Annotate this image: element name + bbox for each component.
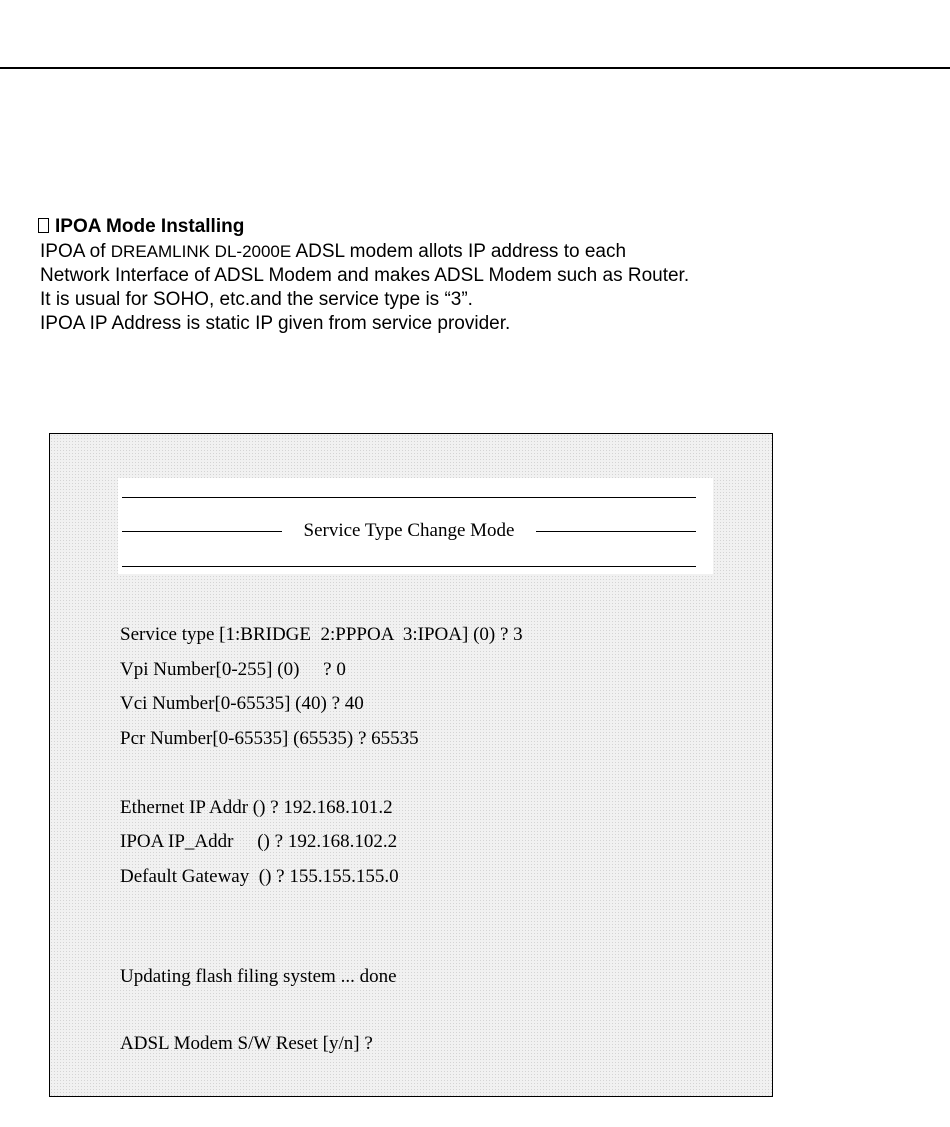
model-name: DREAMLINK DL-2000E xyxy=(110,242,292,261)
banner-left-rule xyxy=(122,531,282,532)
banner-right-rule xyxy=(536,531,696,532)
ethernet-ip-prompt: Ethernet IP Addr () ? 192.168.101.2 xyxy=(120,797,393,818)
mode-banner xyxy=(118,478,713,574)
description-line-3: It is usual for SOHO, etc.and the service type is “3”. xyxy=(40,289,473,310)
ipoa-section xyxy=(38,215,928,336)
checkbox-bullet-icon xyxy=(38,218,49,233)
section-heading-text: IPOA Mode Installing xyxy=(55,216,245,237)
terminal-screenshot xyxy=(49,433,773,1097)
banner-bottom-rule xyxy=(122,566,696,567)
header-rule xyxy=(0,67,950,69)
banner-top-rule xyxy=(122,497,696,498)
vci-prompt: Vci Number[0-65535] (40) ? 40 xyxy=(120,693,364,714)
ipoa-ip-prompt: IPOA IP_Addr () ? 192.168.102.2 xyxy=(120,831,398,852)
description-line-2: Network Interface of ADSL Modem and makes ADSL Modem such as Router. xyxy=(40,265,690,286)
banner-title: Service Type Change Mode xyxy=(303,520,515,541)
description-line-4: IPOA IP Address is static IP given from service provider. xyxy=(40,313,511,334)
default-gateway-prompt: Default Gateway () ? 155.155.155.0 xyxy=(120,866,399,887)
description-line-1 xyxy=(38,240,928,264)
reset-prompt: ADSL Modem S/W Reset [y/n] ? xyxy=(120,1033,373,1054)
vpi-prompt: Vpi Number[0-255] (0) ? 0 xyxy=(120,659,346,680)
section-heading xyxy=(38,215,928,239)
description-text: ADSL modem allots IP address to each xyxy=(291,241,627,262)
flash-update-status: Updating flash filing system ... done xyxy=(120,966,397,987)
description-text: IPOA of xyxy=(40,241,111,262)
pcr-prompt: Pcr Number[0-65535] (65535) ? 65535 xyxy=(120,728,419,749)
service-type-prompt: Service type [1:BRIDGE 2:PPPOA 3:IPOA] (0) ? 3 xyxy=(120,624,523,645)
banner-title-row xyxy=(122,520,696,542)
